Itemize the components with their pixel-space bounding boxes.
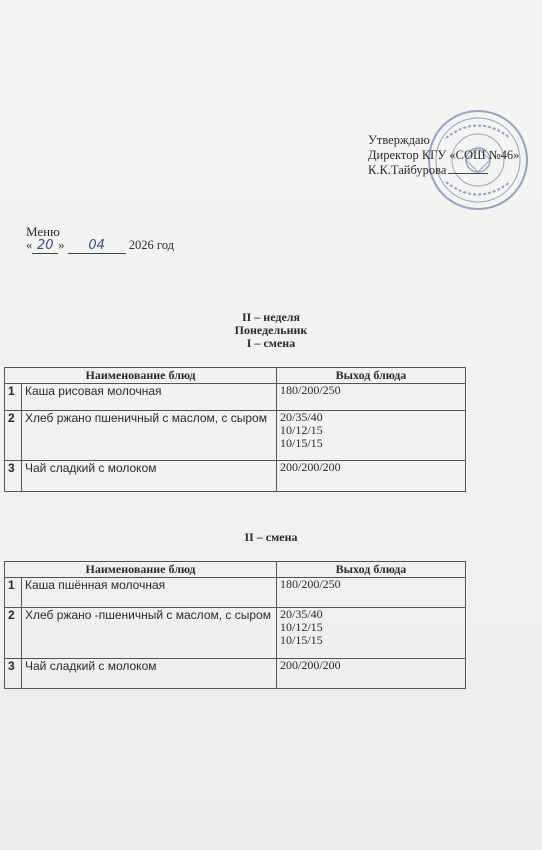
- week-heading: II – неделя: [241, 310, 301, 324]
- shift2-heading: II – смена: [244, 530, 298, 544]
- dish-name: Хлеб ржано пшеничный с маслом, с сыром: [22, 411, 277, 461]
- dish-name: Каша пшённая молочная: [22, 578, 277, 608]
- column-header-output: Выход блюда: [277, 562, 466, 578]
- date-day-blank: [32, 238, 58, 254]
- date-year: 2026 год: [125, 238, 174, 252]
- approval-name-line: [368, 163, 519, 178]
- output-value: 180/200/250: [280, 383, 341, 397]
- table-row: [5, 461, 466, 492]
- shift1-table: [4, 367, 466, 492]
- dish-name: Чай сладкий с молоком: [22, 461, 277, 492]
- dish-name: Чай сладкий с молоком: [22, 659, 277, 689]
- approval-position: Директор КГУ «СОШ №46»: [368, 148, 520, 162]
- row-number: 2: [5, 608, 22, 659]
- output-value: 200/200/200: [280, 460, 341, 474]
- approval-name: К.К.Тайбурова: [368, 163, 447, 177]
- dish-output: [277, 384, 466, 411]
- table-row: [5, 659, 466, 689]
- dish-output: [277, 461, 466, 492]
- table-header-row: [5, 562, 466, 578]
- dish-output: [277, 411, 466, 461]
- menu-date: [26, 238, 174, 254]
- output-value: 10/12/15: [280, 423, 323, 437]
- menu-title: Меню: [26, 224, 60, 239]
- dish-output: [277, 659, 466, 689]
- row-number: 3: [5, 659, 22, 689]
- shift1-heading: I – смена: [246, 336, 296, 350]
- dish-name: Хлеб ржано -пшеничный с маслом, с сыром: [22, 608, 277, 659]
- approval-block: [368, 133, 519, 178]
- date-month-blank: [68, 238, 126, 254]
- date-open-quote: «: [26, 238, 33, 252]
- row-number: 1: [5, 384, 22, 411]
- date-month: 04: [88, 238, 105, 253]
- signature-line: [448, 173, 488, 174]
- column-header-dish: Наименование блюд: [5, 562, 277, 578]
- row-number: 2: [5, 411, 22, 461]
- approval-title: Утверждаю: [368, 133, 430, 147]
- dish-name: Каша рисовая молочная: [22, 384, 277, 411]
- output-value: 10/12/15: [280, 620, 323, 634]
- table-row: [5, 411, 466, 461]
- dish-output: [277, 608, 466, 659]
- day-heading: Понедельник: [234, 323, 308, 337]
- table-header-row: [5, 368, 466, 384]
- output-value: 20/35/40: [280, 410, 323, 424]
- column-header-dish: Наименование блюд: [5, 368, 277, 384]
- table-row: [5, 384, 466, 411]
- table-row: [5, 578, 466, 608]
- column-header-output: Выход блюда: [277, 368, 466, 384]
- output-value: 10/15/15: [280, 436, 323, 450]
- table-row: [5, 608, 466, 659]
- output-value: 180/200/250: [280, 577, 341, 591]
- date-day: 20: [36, 238, 54, 253]
- output-value: 200/200/200: [280, 658, 341, 672]
- date-mid: »: [58, 238, 68, 252]
- output-value: 20/35/40: [280, 607, 323, 621]
- row-number: 1: [5, 578, 22, 608]
- dish-output: [277, 578, 466, 608]
- row-number: 3: [5, 461, 22, 492]
- output-value: 10/15/15: [280, 633, 323, 647]
- shift2-table: [4, 561, 466, 689]
